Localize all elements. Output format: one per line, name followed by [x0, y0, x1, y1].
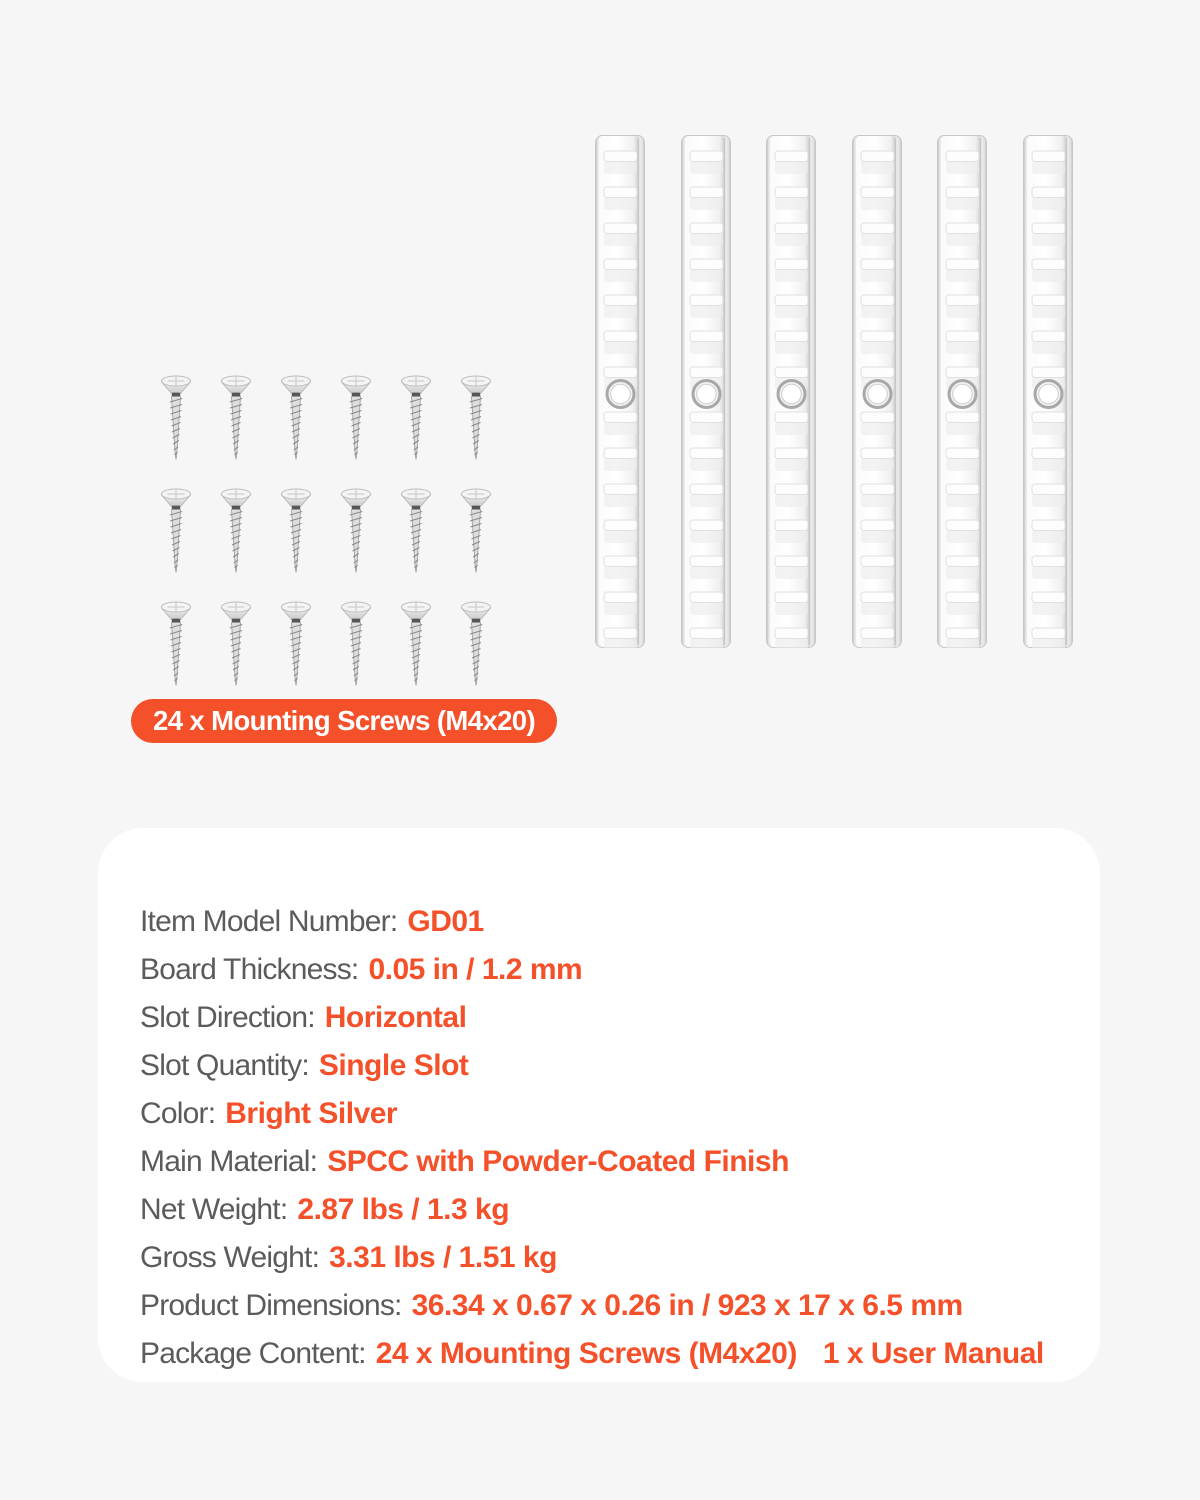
mounting-screw [400, 600, 432, 688]
spec-label: Slot Quantity: [140, 1049, 309, 1082]
shelf-standards-photo [595, 135, 1073, 648]
spec-row [140, 1234, 1070, 1282]
spec-value: 3.31 lbs / 1.51 kg [329, 1241, 557, 1274]
spec-row [140, 1330, 1070, 1378]
spec-label: Item Model Number: [140, 905, 398, 938]
mounting-screw [340, 600, 372, 688]
spec-value: Horizontal [324, 1001, 467, 1034]
mounting-screw [220, 487, 252, 575]
mounting-screw [160, 600, 192, 688]
spec-label: Slot Direction: [140, 1001, 315, 1034]
spec-row [140, 1186, 1070, 1234]
mounting-screw [460, 600, 492, 688]
spec-card [98, 828, 1100, 1382]
screws-count-badge [131, 699, 557, 743]
spec-value: 2.87 lbs / 1.3 kg [297, 1193, 510, 1226]
spec-label: Board Thickness: [140, 953, 359, 986]
mounting-screw [400, 374, 432, 462]
spec-row [140, 1090, 1070, 1138]
mounting-screw [400, 487, 432, 575]
mounting-screw [460, 487, 492, 575]
spec-row [140, 898, 1070, 946]
mounting-screw [160, 374, 192, 462]
mounting-screw [340, 487, 372, 575]
spec-row [140, 1042, 1070, 1090]
slotted-standard-rail [1023, 135, 1073, 648]
spec-row [140, 1282, 1070, 1330]
spec-label: Main Material: [140, 1145, 318, 1178]
spec-value: SPCC with Powder-Coated Finish [327, 1145, 789, 1178]
spec-label: Package Content: [140, 1337, 366, 1370]
slotted-standard-rail [766, 135, 816, 648]
mounting-screw [220, 374, 252, 462]
spec-label: Net Weight: [140, 1193, 288, 1226]
spec-list [140, 898, 1070, 1378]
slotted-standard-rail [681, 135, 731, 648]
spec-value: 36.34 x 0.67 x 0.26 in / 923 x 17 x 6.5 mm [411, 1289, 963, 1322]
slotted-standard-rail [937, 135, 987, 648]
spec-label: Color: [140, 1097, 216, 1130]
spec-value: Single Slot [318, 1049, 469, 1082]
spec-value-secondary: 1 x User Manual [822, 1337, 1044, 1370]
spec-value: 0.05 in / 1.2 mm [368, 953, 583, 986]
mounting-screw [280, 487, 312, 575]
spec-value: Bright Silver [225, 1097, 398, 1130]
spec-row [140, 946, 1070, 994]
mounting-screw [280, 374, 312, 462]
screws-count-badge-label: 24 x Mounting Screws (M4x20) [153, 705, 536, 736]
mounting-screw [160, 487, 192, 575]
mounting-screw [280, 600, 312, 688]
spec-row [140, 994, 1070, 1042]
mounting-screw [220, 600, 252, 688]
spec-value: 24 x Mounting Screws (M4x20) [375, 1337, 797, 1370]
spec-value: GD01 [407, 905, 484, 938]
slotted-standard-rail [595, 135, 645, 648]
spec-row [140, 1138, 1070, 1186]
mounting-screws-photo [146, 374, 506, 713]
mounting-screw [460, 374, 492, 462]
spec-label: Product Dimensions: [140, 1289, 402, 1322]
mounting-screw [340, 374, 372, 462]
slotted-standard-rail [852, 135, 902, 648]
spec-label: Gross Weight: [140, 1241, 320, 1274]
